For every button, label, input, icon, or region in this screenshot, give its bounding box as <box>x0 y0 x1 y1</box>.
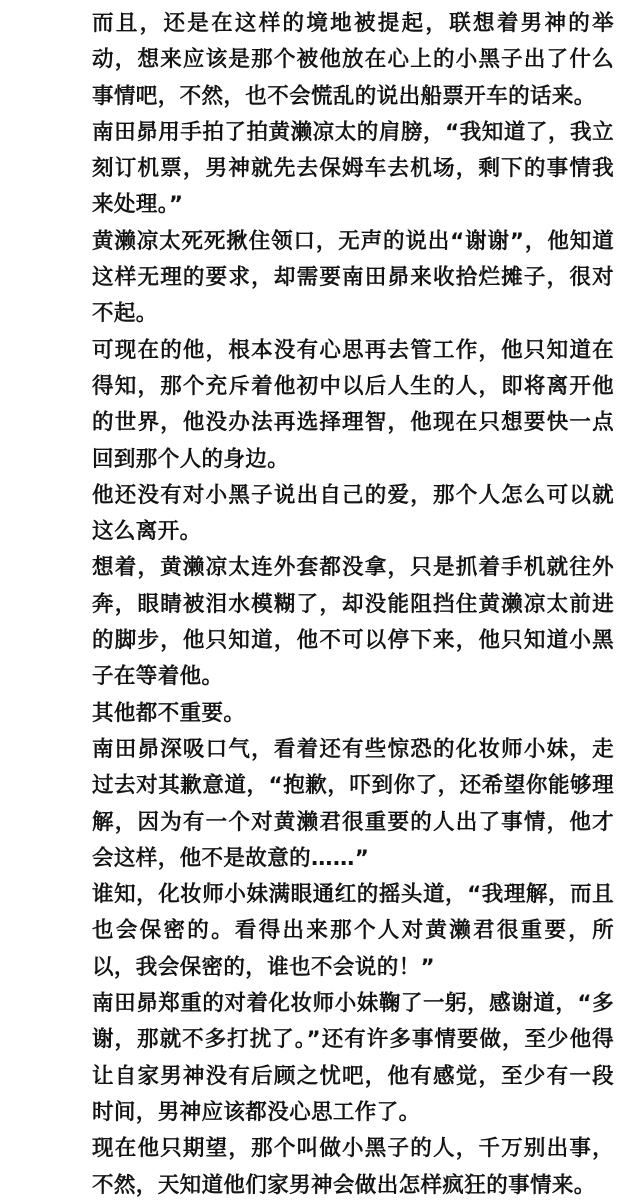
paragraph: 谁知，化妆师小妹满眼通红的摇头道，“我理解，而且也会保密的。看得出来那个人对黄濑君很重要，所以，我会保密的，谁也不会说的！” <box>92 882 614 980</box>
novel-body-text <box>92 6 614 1204</box>
paragraph: 可现在的他，根本没有心思再去管工作，他只知道在得知，那个充斥着他初中以后人生的人，即将离开他的世界，他没办法再选择理智，他现在只想要快一点回到那个人的身边。 <box>92 337 614 472</box>
paragraph: 想着，黄濑凉太连外套都没拿，只是抓着手机就往外奔，眼睛被泪水模糊了，却没能阻挡住黄濑凉太前进的脚步，他只知道，他不可以停下来，他只知道小黑子在等着他。 <box>92 555 614 690</box>
paragraph: 其他都不重要。 <box>92 700 246 726</box>
paragraph: 南田昴深吸口气，看着还有些惊恐的化妆师小妹，走过去对其歉意道，“抱歉，吓到你了，还希望你能够理解，因为有一个对黄濑君很重要的人出了事情，他才会这样，他不是故意的……” <box>92 736 614 871</box>
paragraph: 南田昴郑重的对着化妆师小妹鞠了一躬，感谢道，“多谢，那就不多打扰了。”还有许多事情要做，至少他得让自家男神没有后顾之忧吧，他有感觉，至少有一段时间，男神应该都没心思工作了。 <box>92 991 614 1125</box>
paragraph: 现在他只期望，那个叫做小黑子的人，千万别出事，不然，天知道他们家男神会做出怎样疯狂的事情来。 <box>92 1136 614 1198</box>
paragraph: 而且，还是在这样的境地被提起，联想着男神的举动，想来应该是那个被他放在心上的小黑子出了什么事情吧，不然，也不会慌乱的说出船票开车的话来。 <box>92 11 614 109</box>
paragraph: 黄濑凉太死死揪住领口，无声的说出“谢谢”，他知道这样无理的要求，却需要南田昴来收拾烂摊子，很对不起。 <box>92 228 614 327</box>
paragraph: 他还没有对小黑子说出自己的爱，那个人怎么可以就这么离开。 <box>92 482 614 545</box>
paragraph: 南田昴用手拍了拍黄濑凉太的肩膀，“我知道了，我立刻订机票，男神就先去保姆车去机场，剩下的事情我来处理。” <box>92 119 614 218</box>
